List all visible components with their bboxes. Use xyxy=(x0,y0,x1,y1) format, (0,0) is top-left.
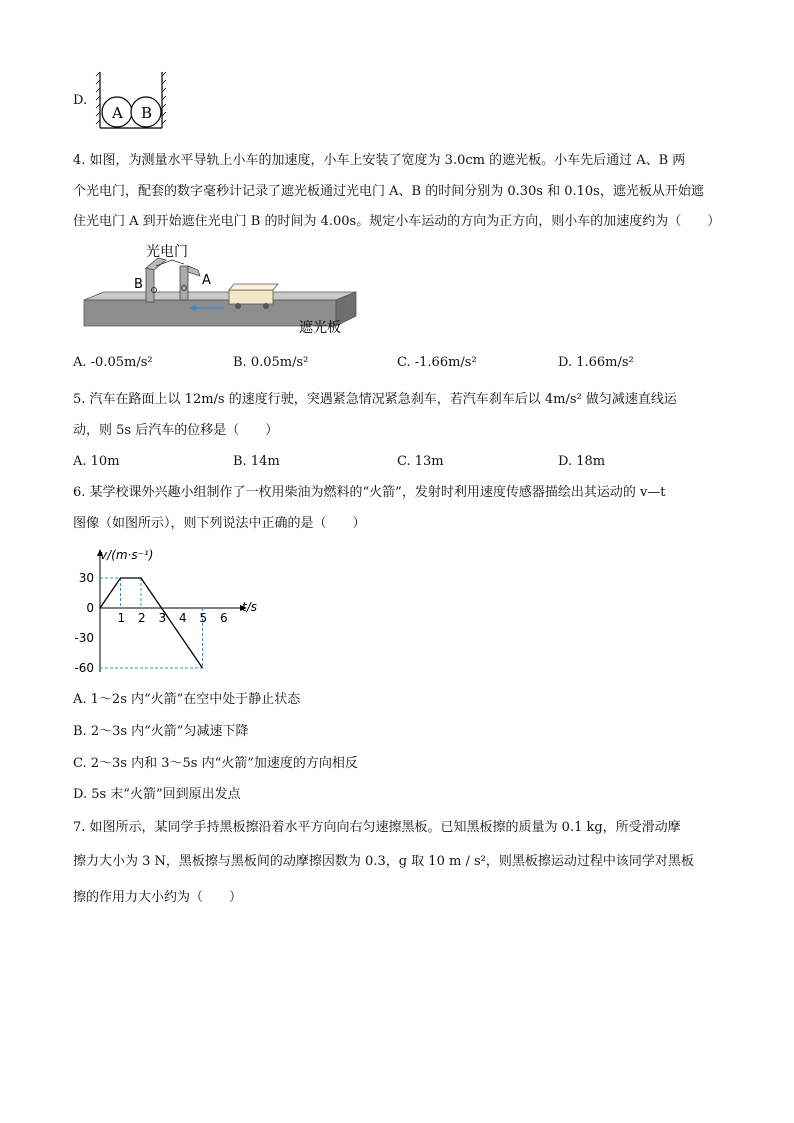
q6-option-c[interactable]: C. 2～3s 内和 3～5s 内“火箭”加速度的方向相反 xyxy=(73,756,358,771)
q6-option-b[interactable]: B. 2～3s 内“火箭”匀减速下降 xyxy=(73,724,249,739)
q4-option-b[interactable]: B. 0.05m/s² xyxy=(233,355,309,370)
q4-text-line3: 住光电门 A 到开始遮住光电门 B 的时间为 4.00s。规定小车运动的方向为正方向，则小车的加速度约为（ ） xyxy=(73,214,721,229)
x-tick-label: 2 xyxy=(138,611,146,625)
q4-option-c[interactable]: C. -1.66m/s² xyxy=(397,355,477,370)
q4-text-line1: 4. 如图，为测量水平导轨上小车的加速度，小车上安装了宽度为 3.0cm 的遮光板。小车先后通过 A、B 两 xyxy=(73,153,686,168)
q5-option-a[interactable]: A. 10m xyxy=(73,454,120,469)
q5-option-b[interactable]: B. 14m xyxy=(233,454,280,469)
q3-option-d-figure xyxy=(94,66,174,136)
vt-series-line xyxy=(100,578,203,668)
ball-b-label: B xyxy=(141,104,153,122)
y-tick-label: 30 xyxy=(78,571,94,585)
chart-xlabel: t/s xyxy=(242,600,257,614)
q6-text-line2: 图像（如图所示），则下列说法中正确的是（ ） xyxy=(73,516,366,531)
q5-text-line1: 5. 汽车在路面上以 12m/s 的速度行驶，突遇紧急情况紧急刹车，若汽车刹车后以 4m/s² 做匀减速直线运 xyxy=(73,392,677,407)
q7-text-line2: 擦力大小为 3 N，黑板擦与黑板间的动摩擦因数为 0.3，g 取 10 m / s²，则黑板擦运动过程中该同学对黑板 xyxy=(73,854,694,869)
q7-text-line3: 擦的作用力大小约为（ ） xyxy=(73,890,243,905)
q5-option-d[interactable]: D. 18m xyxy=(558,454,606,469)
gate-b-label: B xyxy=(134,277,143,292)
q5-option-c[interactable]: C. 13m xyxy=(397,454,444,469)
x-tick-label: 5 xyxy=(199,611,208,625)
gate-a-label: A xyxy=(202,273,211,288)
x-tick-label: 3 xyxy=(158,611,167,625)
q4-option-a[interactable]: A. -0.05m/s² xyxy=(73,355,153,370)
ball-a-label: A xyxy=(112,104,123,122)
q6-option-d[interactable]: D. 5s 末“火箭”回到原出发点 xyxy=(73,787,241,802)
q4-text-line2: 个光电门，配套的数字毫秒计记录了遮光板通过光电门 A、B 的时间分别为 0.30s 和 0.10s，遮光板从开始遮 xyxy=(73,184,704,199)
q7-text-line1: 7. 如图所示，某同学手持黑板擦沿着水平方向向右匀速擦黑板。已知黑板擦的质量为 0.1 kg，所受滑动摩 xyxy=(73,820,681,835)
photogate-label: 光电门 xyxy=(146,244,188,260)
q6-text-line1: 6. 某学校课外兴趣小组制作了一枚用柴油为燃料的“火箭”，发射时利用速度传感器描绘出其运动的 v—t xyxy=(73,485,666,500)
x-tick-label: 4 xyxy=(179,611,187,625)
y-tick-label: -60 xyxy=(74,661,94,675)
x-tick-label: 6 xyxy=(220,611,228,625)
shade-plate-label: 遮光板 xyxy=(299,320,341,336)
q4-figure-photogate xyxy=(84,240,374,340)
q3-option-d-label: D. xyxy=(73,93,88,108)
y-tick-label: 0 xyxy=(86,601,94,615)
chart-ylabel: v/(m·s⁻¹) xyxy=(100,548,154,562)
q5-text-line2: 动，则 5s 后汽车的位移是（ ） xyxy=(73,423,279,438)
q6-option-a[interactable]: A. 1～2s 内“火箭”在空中处于静止状态 xyxy=(73,692,301,707)
q4-option-d[interactable]: D. 1.66m/s² xyxy=(558,355,634,370)
x-tick-label: 1 xyxy=(117,611,126,625)
vt-chart xyxy=(70,545,270,675)
y-tick-label: -30 xyxy=(74,631,94,645)
